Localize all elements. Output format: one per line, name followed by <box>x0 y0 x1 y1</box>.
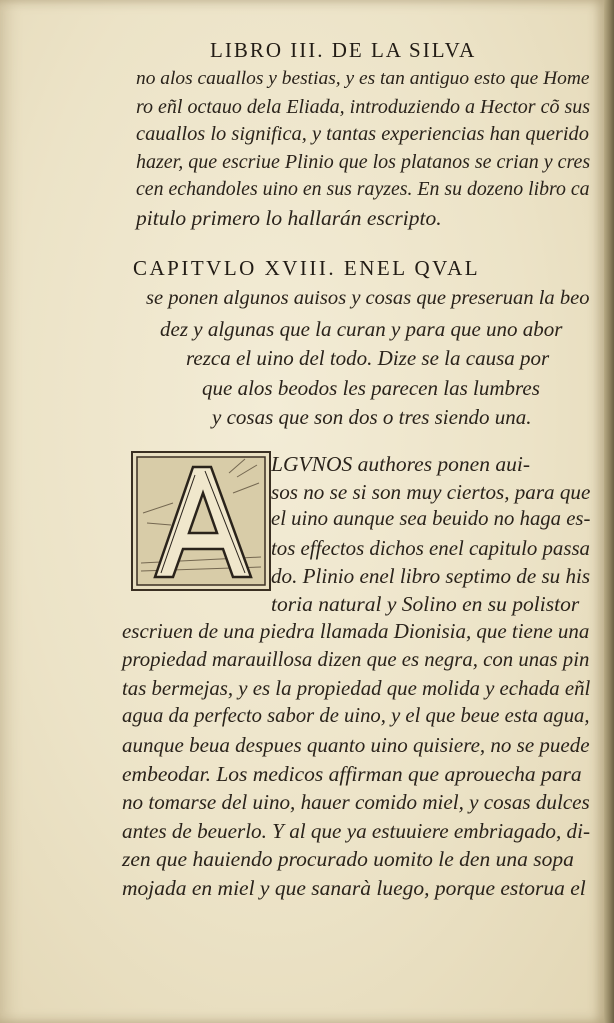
text-line: embeodar. Los medicos affirman que aprouecha para <box>122 761 582 786</box>
chapter-line: que alos beodos les parecen las lumbres <box>202 375 540 400</box>
chapter-line: rezca el uino del todo. Dize se la causa por <box>186 346 550 370</box>
text-line: cauallos lo significa, y tantas experiencias han querido <box>136 123 589 145</box>
text-line: agua da perfecto sabor de uino, y el que beue esta agua, <box>122 704 590 727</box>
text-line: tas bermejas, y es la propiedad que molida y echada eñl <box>122 676 591 700</box>
chapter-heading: CAPITVLO XVIII. ENEL QVAL <box>133 256 481 280</box>
decorated-initial <box>131 451 271 591</box>
text-line: el uino aunque sea beuido no haga es- <box>271 508 591 530</box>
text-line: sos no se si son muy ciertos, para que <box>271 480 591 504</box>
text-line: do. Plinio enel libro septimo de su his <box>271 564 591 588</box>
text-line: aunque beua despues quanto uino quisiere, no se puede <box>122 733 590 757</box>
text-line: tos effectos dichos enel capitulo passa <box>271 536 590 560</box>
text-line: antes de beuerlo. Y al que ya estuuiere embriagado, di- <box>122 818 590 843</box>
text-line: propiedad marauillosa dizen que es negra, con unas pin <box>122 647 590 671</box>
text-line: hazer, que escriue Plinio que los platanos se crian y cres <box>136 150 591 173</box>
page-edge <box>604 0 614 1023</box>
text-line: escriuen de una piedra llamada Dionisia, que tiene una <box>122 619 590 643</box>
text-line: cen echandoles uino en sus rayzes. En su dozeno libro ca <box>136 178 590 200</box>
text-line: ro eñl octauo dela Eliada, introduziendo a Hector cõ sus <box>136 95 591 118</box>
text-line: no tomarse del uino, hauer comido miel, y cosas dulces <box>122 790 590 814</box>
text-line: toria natural y Solino en su polistor <box>271 592 580 616</box>
text-line: zen que hauiendo procurado uomito le den una sopa <box>122 847 574 871</box>
text-line: mojada en miel y que sanarà luego, porque estorua el <box>122 875 586 900</box>
chapter-line: se ponen algunos auisos y cosas que preseruan la beo <box>146 287 590 309</box>
chapter-line: dez y algunas que la curan y para que uno abor <box>160 316 563 341</box>
text-line: pitulo primero lo hallarán escripto. <box>136 205 442 230</box>
chapter-line: y cosas que son dos o tres siendo una. <box>212 405 532 429</box>
text-line: no alos cauallos y bestias, y es tan antiguo esto que Home <box>136 68 590 89</box>
text-line: LGVNOS authores ponen aui- <box>271 452 530 476</box>
running-header: LIBRO III. DE LA SILVA <box>210 38 477 62</box>
